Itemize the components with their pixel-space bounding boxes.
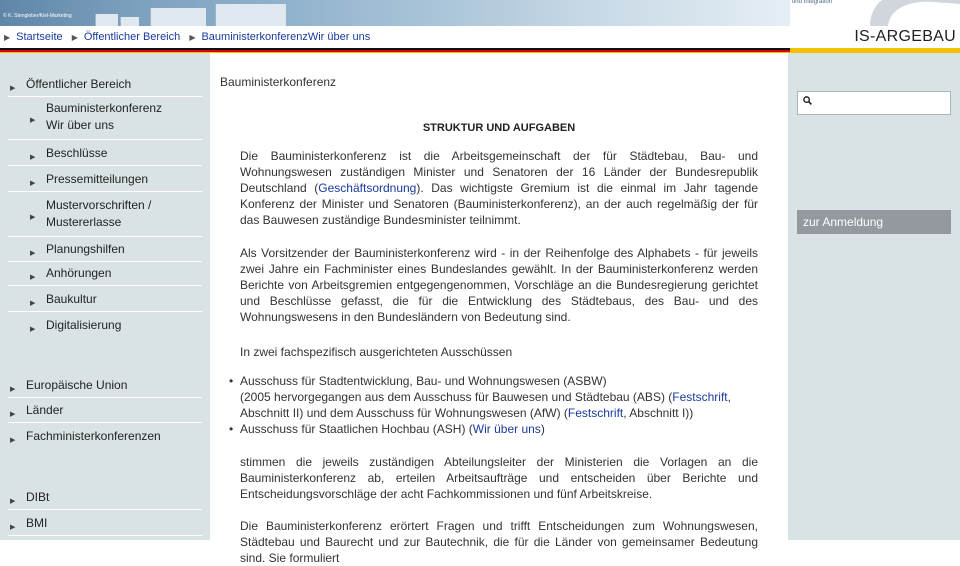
paragraph-ausschuesse: In zwei fachspezifisch ausgerichteten Ausschüssen	[240, 345, 513, 359]
breadcrumb-item-wir-ueber-uns[interactable]: BauministerkonferenzWir über uns	[201, 31, 371, 43]
link-festschrift-1[interactable]: Festschrift	[672, 390, 728, 404]
photo-credit: © K. Stengleber/Kiel-Marketing	[3, 13, 72, 19]
logo-subtitle: und Integration	[791, 0, 832, 5]
nav-item-pressemitteilungen[interactable]: ▶ Pressemitteilungen	[8, 171, 202, 192]
paragraph-vorsitz: Als Vorsitzender der Bauministerkonferenz wird - in der Reihenfolge des Alphabets - für jeweils zwei Jahre ein Fachminister eines Bundeslandes gewählt. In der Bauministerkonferenz werden Berichte von Arbeitsgremien entgegengenommen, Vorschläge an die Bundesregierung gerichtet und Beschlüsse gefasst, die für die Entwicklung des Städtebaus, des Bau- und des Wohnungswesens in den Bundesländern von Bedeutung sind.	[240, 246, 758, 324]
logo-mark-icon	[850, 0, 960, 26]
nav-arrow-icon: ▶	[10, 437, 16, 444]
nav-item-fachministerkonferenzen[interactable]: ▶ Fachministerkonferenzen	[8, 428, 202, 448]
search-box	[797, 91, 951, 115]
nav-arrow-icon: ▶	[30, 117, 36, 124]
header-photo	[0, 0, 790, 26]
breadcrumb-arrow-icon: ▶	[4, 33, 11, 42]
nav-arrow-icon: ▶	[30, 274, 36, 281]
nav-arrow-icon: ▶	[30, 300, 36, 307]
search-input[interactable]	[818, 92, 950, 114]
brand-name[interactable]: IS-ARGEBAU	[854, 28, 956, 45]
link-festschrift-2[interactable]: Festschrift	[567, 406, 624, 420]
nav-arrow-icon: ▶	[10, 411, 16, 418]
list-item: • Ausschuss für Stadtentwicklung, Bau- und Wohnungswesen (ASBW) (2005 hervorgegangen aus dem Ausschuss für Bauwesen und Städtebau (ABS) (Festschrift, Abschnitt II) und dem Ausschuss für Wohnungswesen (AfW) (Festschrift, Abschnitt I))	[228, 373, 758, 421]
paragraph-themen: Die Bauministerkonferenz erörtert Fragen und trifft Entscheidungen zum Wohnungswesen, Städtebau und Baurecht und zur Bautechnik, die für die Länder von gemeinsamer Bedeutung sind. Sie formuliert	[240, 519, 758, 565]
main-content	[210, 53, 788, 565]
nav-arrow-icon: ▶	[30, 250, 36, 257]
nav-item-wir-ueber-uns[interactable]: ▶ Bauministerkonferenz Wir über uns	[8, 100, 202, 140]
nav-arrow-icon: ▶	[30, 154, 36, 161]
nav-arrow-icon: ▶	[10, 524, 16, 531]
nav-item-baukultur[interactable]: ▶ Baukultur	[8, 291, 202, 312]
list-item: • Ausschuss für Staatlichen Hochbau (ASH) (Wir über uns)	[228, 421, 758, 437]
breadcrumb-item-startseite[interactable]: Startseite	[16, 31, 63, 43]
breadcrumb-bar	[0, 26, 960, 48]
nav-item-europaeische-union[interactable]: ▶ Europäische Union	[8, 377, 202, 398]
nav-item-beschluesse[interactable]: ▶ Beschlüsse	[8, 145, 202, 166]
breadcrumb-item-oeffentlicher-bereich[interactable]: Öffentlicher Bereich	[83, 31, 181, 43]
nav-arrow-icon: ▶	[10, 85, 16, 92]
left-navigation	[0, 53, 210, 540]
nav-item-mustervorschriften[interactable]: ▶ Mustervorschriften / Mustererlasse	[8, 197, 202, 237]
nav-item-anhoerungen[interactable]: ▶ Anhörungen	[8, 265, 202, 286]
right-sidebar	[788, 53, 960, 540]
committee-list	[228, 373, 758, 437]
nav-item-dibt[interactable]: ▶ DIBt	[8, 489, 202, 510]
nav-item-laender[interactable]: ▶ Länder	[8, 402, 202, 423]
section-heading: STRUKTUR UND AUFGABEN	[422, 122, 576, 134]
header-banner	[0, 0, 960, 26]
link-geschaeftsordnung[interactable]: Geschäftsordnung	[318, 181, 417, 195]
breadcrumb	[4, 31, 376, 43]
nav-item-planungshilfen[interactable]: ▶ Planungshilfen	[8, 241, 202, 262]
login-button[interactable]: zur Anmeldung	[797, 210, 951, 234]
breadcrumb-arrow-icon: ▶	[189, 33, 196, 42]
nav-arrow-icon: ▶	[10, 386, 16, 393]
nav-arrow-icon: ▶	[30, 214, 36, 221]
paragraph-abteilungsleiter: stimmen die jeweils zuständigen Abteilungsleiter der Ministerien die Vorlagen an die Bauministerkonferenz ab, erteilen Arbeitsaufträge und entscheiden über Berichte und Entscheidungsvorschläge der acht Fachkommissionen und fünf Arbeitskreise.	[240, 455, 758, 501]
nav-item-bmi[interactable]: ▶ BMI	[8, 515, 202, 536]
nav-arrow-icon: ▶	[10, 498, 16, 505]
link-wir-ueber-uns[interactable]: Wir über uns	[472, 422, 541, 436]
page-title: Bauministerkonferenz	[220, 75, 337, 89]
nav-arrow-icon: ▶	[30, 180, 36, 187]
nav-item-digitalisierung[interactable]: ▶ Digitalisierung	[8, 317, 202, 337]
nav-arrow-icon: ▶	[30, 326, 36, 333]
breadcrumb-arrow-icon: ▶	[71, 33, 78, 42]
nav-item-oeffentlicher-bereich[interactable]: ▶ Öffentlicher Bereich	[8, 76, 202, 97]
search-icon[interactable]	[803, 96, 812, 105]
paragraph-intro: Die Bauministerkonferenz ist die Arbeitsgemeinschaft der für Städtebau, Bau- und Wohnungswesen zuständigen Minister und Senatoren der 16 Länder der Bundesrepublik Deutschland (Geschäftsordnung). Das wichtigste Gremium ist die einmal im Jahr tagende Konferenz der Minister und Senatoren (Bauministerkonferenz), an der auch regelmäßig der für das Bauwesen zuständige Bundesminister teilnimmt.	[240, 149, 758, 227]
